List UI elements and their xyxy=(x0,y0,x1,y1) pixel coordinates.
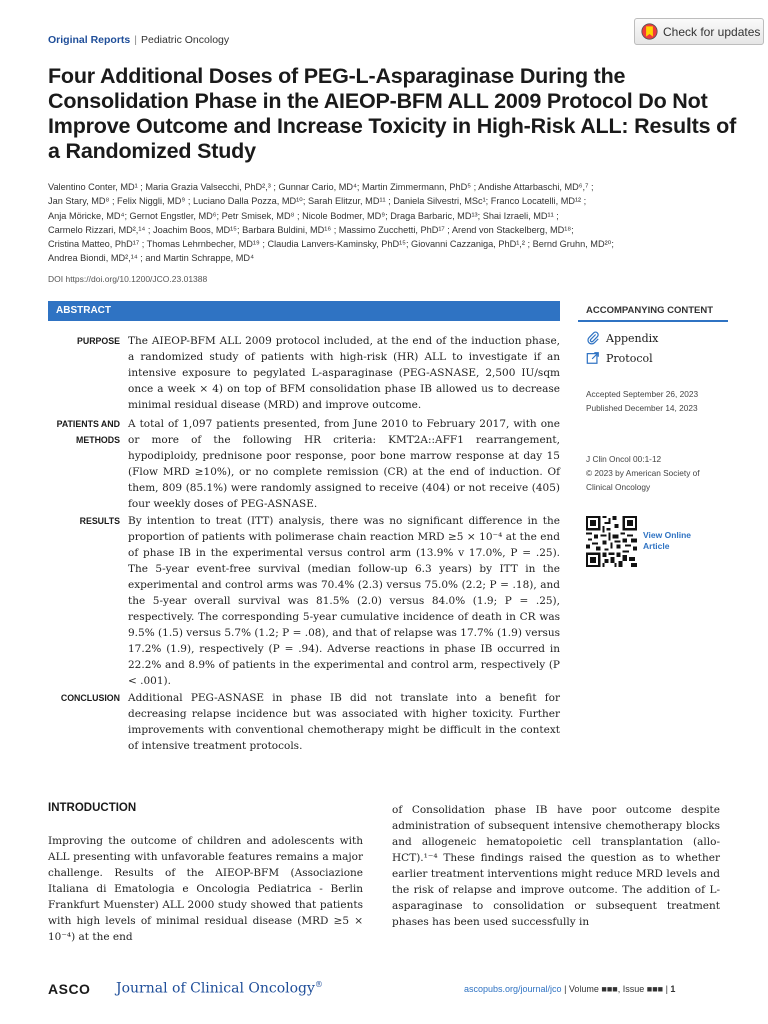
results-text: By intention to treat (ITT) analysis, there was no significant difference in the proportion of patients with polimerase chain reaction MRD ≥5 × 10⁻⁴ at the end of phase IB in the experimental versus control arm (13.9% v 17.0%, P = .25). The 5-year event-free survival (median follow-up 6.3 years) by ITT in the experimental and control arms was 70.4% (2.3) versus 75.0% (2.2; P = .18), and the 5-year overall survival was 81.5% (2.0) versus 84.0% (1.9; P = .25), respectively. The corresponding 5-year cumulative incidence of death in CR was 9.5% (1.5) versus 5.7% (1.2; P = .08), and that of relapse was 17.7% (1.9) versus 17.2% (1.9), respectively (P = .94). Adverse reactions in phase IB occurred in 22.2% and 8.9% of patients in the experimental and control arm, respectively (P < .001). xyxy=(128,515,560,687)
copyright-line: Clinical Oncology xyxy=(586,482,651,492)
accompanying-content-heading: ACCOMPANYING CONTENT xyxy=(586,305,714,316)
published-date: Published December 14, 2023 xyxy=(586,403,698,413)
methods-label xyxy=(48,416,120,448)
introduction-heading: INTRODUCTION xyxy=(48,802,137,814)
doi-link[interactable]: DOI https://doi.org/10.1200/JCO.23.01388 xyxy=(48,274,208,284)
view-online-line: Article xyxy=(643,541,670,551)
check-for-updates-button[interactable] xyxy=(634,18,764,45)
citation-info xyxy=(586,452,700,494)
journal-url-link[interactable]: ascopubs.org/journal/jco xyxy=(464,984,562,994)
category-link[interactable]: Original Reports xyxy=(48,34,131,46)
asco-logo: ASCO xyxy=(48,981,91,997)
methods-label-line: METHODS xyxy=(76,435,120,445)
paperclip-icon xyxy=(586,331,600,345)
category-separator: | xyxy=(134,34,137,46)
copyright-line: © 2023 by American Society of xyxy=(586,468,700,478)
external-link-icon xyxy=(586,351,600,365)
view-online-line: View Online xyxy=(643,530,692,540)
protocol-label: Protocol xyxy=(606,351,653,365)
appendix-label: Appendix xyxy=(606,331,659,345)
conclusion-text: Additional PEG-ASNASE in phase IB did not translate into a benefit for decreasing relapse incidence but was associated with higher toxicity. Further improvements with conventional chemotherapy might be difficult in the context of intensive treatment protocols. xyxy=(128,692,560,752)
author-line[interactable]: Andrea Biondi, MD²,¹⁴ ; and Martin Schrappe, MD⁴ xyxy=(48,253,255,264)
protocol-link[interactable] xyxy=(586,351,653,365)
purpose-label: PURPOSE xyxy=(76,336,120,346)
journal-title: Journal of Clinical Oncology xyxy=(116,980,315,997)
publication-dates xyxy=(586,387,698,415)
conclusion-label: CONCLUSION xyxy=(60,693,120,703)
qr-code-icon[interactable] xyxy=(586,516,637,567)
methods-text: A total of 1,097 patients presented, from June 2010 to February 2017, with one or more of the following HR criteria: KMT2A::AFF1 rearrangement, hypodiploidy, prednisone poor response, poor bone marrow response at day 15 (Flow MRD ≥10%), or no complete remission (CR) at the end of induction. Of them, 809 (85.1%) were randomly assigned to receive (404) or not receive (405) four weekly doses of PEG-ASNASE. xyxy=(128,418,560,510)
results-label: RESULTS xyxy=(79,516,120,526)
introduction-column-2: of Consolidation phase IB have poor outcome despite administration of subsequent intensive chemotherapy blocks and allogeneic hematopoietic cell transplantation (allo-HCT).¹⁻⁴ These findings raised the question as to whether earlier treatment interventions might reduce MRD levels and the risk of relapse and improve outcome. The addition of L-asparaginase to consolidation or subsequent treatment phases has been used successfully in xyxy=(392,804,720,928)
author-line[interactable]: Jan Stary, MD⁸ ; Felix Niggli, MD⁹ ; Luciano Dalla Pozza, MD¹⁰; Sarah Elitzur, MD¹¹ ; Daniela Silvestri, MSc¹; Franco Locatelli, MD¹² ; xyxy=(48,196,587,207)
author-line[interactable]: Valentino Conter, MD¹ ; Maria Grazia Valsecchi, PhD²,³ ; Gunnar Cario, MD⁴; Martin Zimmermann, PhD⁵ ; Andishe Attarbaschi, MD⁶,⁷ ; xyxy=(48,182,594,192)
author-line[interactable]: Anja Möricke, MD⁴; Gernot Engstler, MD⁶; Petr Smisek, MD⁸ ; Nicole Bodmer, MD⁹; Draga Barbaric, MD¹³; Shai Izraeli, MD¹¹ ; xyxy=(48,210,559,221)
abstract-heading: ABSTRACT xyxy=(56,305,111,316)
introduction-column-1: Improving the outcome of children and adolescents with ALL presenting with unfavorable features remains a major challenge. Results of the AIEOP-BFM (Associazione Italiana di Ematologia e Oncologia Pediatrica - Berlin Frankfurt Muenster) ALL 2000 study showed that patients with high levels of minimal residual disease (MRD ≥5 × 10⁻⁴) at the end xyxy=(48,835,363,943)
footer-info xyxy=(464,984,675,994)
check-updates-label: Check for updates xyxy=(663,24,761,39)
subcategory-link[interactable]: Pediatric Oncology xyxy=(141,34,230,46)
author-list xyxy=(48,180,728,266)
view-online-article-link[interactable] xyxy=(643,530,713,552)
article-category xyxy=(48,34,229,46)
purpose-text: The AIEOP-BFM ALL 2009 protocol included, at the end of the induction phase, a randomized study of patients with high-risk (HR) ALL to investigate if an intensive exposure to pegylated L-asparaginase (PEG-ASNASE, 2,500 IU/sqm once a week × 4) on top of BFM consolidation phase IB allowed us to decrease minimal residual disease (MRD) and improve outcome. xyxy=(128,335,560,411)
accepted-date: Accepted September 26, 2023 xyxy=(586,389,699,399)
appendix-link[interactable] xyxy=(586,331,658,345)
author-line[interactable]: Cristina Matteo, PhD¹⁷ ; Thomas Lehrnbecher, MD¹⁹ ; Claudia Lanvers-Kaminsky, PhD¹⁵; Giovanni Cazzaniga, PhD¹,² ; Bernd Gruhn, MD²⁰; xyxy=(48,239,614,250)
methods-label-line: PATIENTS AND xyxy=(56,419,120,429)
journal-name xyxy=(116,980,323,997)
page-number: 1 xyxy=(670,984,676,994)
citation: J Clin Oncol 00:1-12 xyxy=(586,454,662,464)
crossmark-icon xyxy=(641,23,658,40)
volume-issue: | Volume ■■■, Issue ■■■ | xyxy=(564,984,668,994)
registered-mark: ® xyxy=(314,980,323,989)
accompanying-content-header xyxy=(578,300,728,322)
abstract-header xyxy=(48,301,560,321)
article-title: Four Additional Doses of PEG-L-Asparaginase During the Consolidation Phase in the AIEOP-BFM ALL 2009 Protocol Do Not Improve Outcome and Increase Toxicity in High-Risk ALL: Results of a Randomized Study xyxy=(48,64,737,163)
author-line[interactable]: Carmelo Rizzari, MD²,¹⁴ ; Joachim Boos, MD¹⁵; Barbara Buldini, MD¹⁶ ; Massimo Zucchetti, PhD¹⁷ ; Arend von Stackelberg, MD¹⁸; xyxy=(48,224,574,235)
